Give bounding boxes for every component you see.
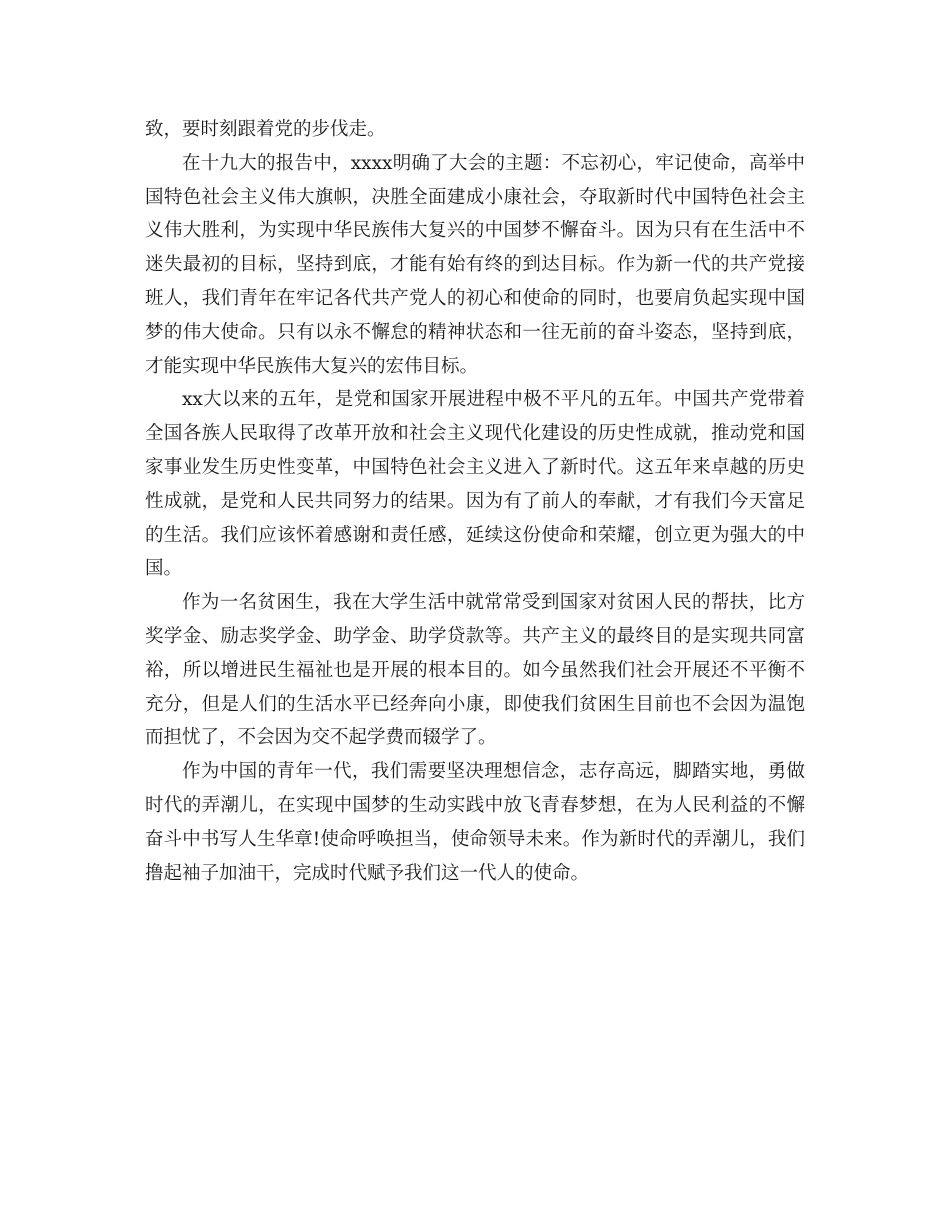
paragraph-youth-mission: 作为中国的青年一代，我们需要坚决理想信念，志存高远，脚踏实地，勇做时代的弄潮儿，在实现中国梦的生动实践中放飞青春梦想，在为人民利益的不懈奋斗中书写人生华章!使命呼唤担当，使命领导未来。作为新时代的弄潮儿，我们撸起袖子加油干，完成时代赋予我们这一代人的使命。 <box>145 761 805 884</box>
paragraph-five-years: xx大以来的五年，是党和国家开展进程中极不平凡的五年。中国共产党带着全国各族人民取得了改革开放和社会主义现代化建设的历史性成就，推动党和国家事业发生历史性变革，中国特色社会主义进入了新时代。这五年来卓越的历史性成就，是党和人民共同努力的结果。因为有了前人的奉献，才有我们今天富足的生活。我们应该怀着感谢和责任感，延续这份使命和荣耀，创立更为强大的中国。 <box>145 389 805 580</box>
document-body <box>145 113 805 890</box>
paragraph-continuation: 致，要时刻跟着党的步伐走。 <box>145 119 386 140</box>
paragraph-poor-student: 作为一名贫困生，我在大学生活中就常常受到国家对贫困人民的帮扶，比方奖学金、励志奖学金、助学金、助学贷款等。共产主义的最终目的是实现共同富裕，所以增进民生福祉也是开展的根本目的。如今虽然我们社会开展还不平衡不充分，但是人们的生活水平已经奔向小康，即使我们贫困生目前也不会因为温饱而担忧了，不会因为交不起学费而辍学了。 <box>145 592 805 749</box>
paragraph-report-theme: 在十九大的报告中，xxxx明确了大会的主题：不忘初心，牢记使命，高举中国特色社会主义伟大旗帜，决胜全面建成小康社会，夺取新时代中国特色社会主义伟大胜利，为实现中华民族伟大复兴的中国梦不懈奋斗。因为只有在生活中不迷失最初的目标，坚持到底，才能有始有终的到达目标。作为新一代的共产党接班人，我们青年在牢记各代共产党人的初心和使命的同时，也要肩负起实现中国梦的伟大使命。只有以永不懈怠的精神状态和一往无前的奋斗姿态，坚持到底，才能实现中华民族伟大复兴的宏伟目标。 <box>145 152 805 377</box>
